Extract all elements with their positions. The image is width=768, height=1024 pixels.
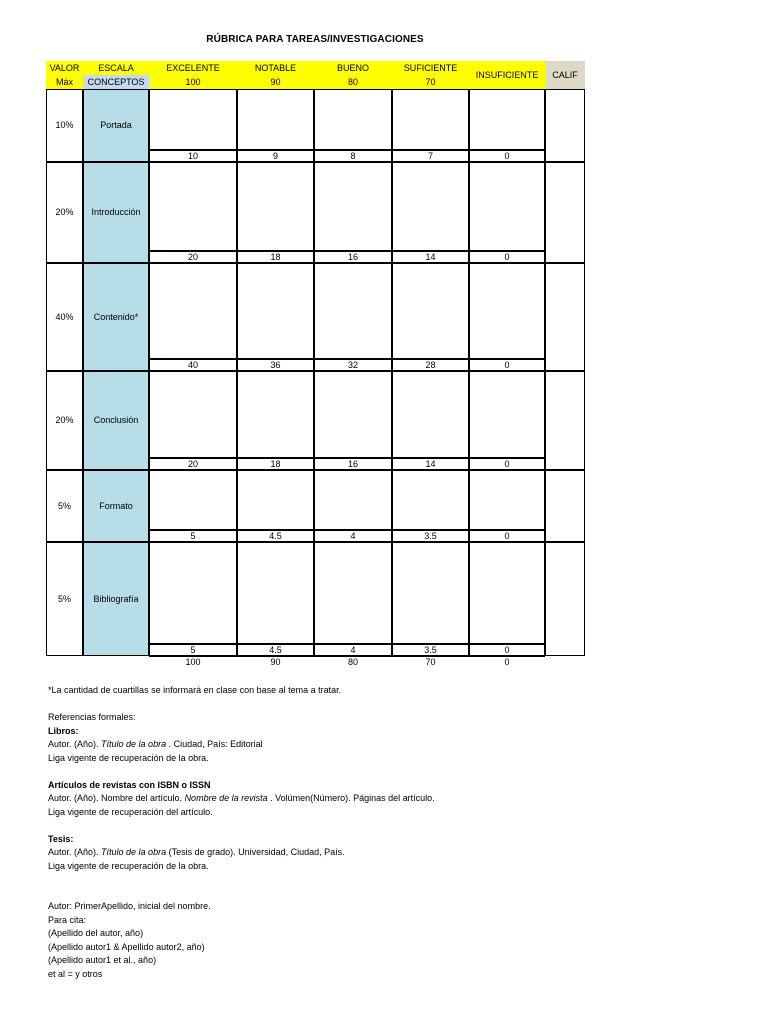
score-cell: 4 (314, 530, 392, 542)
criteria-box (149, 470, 237, 530)
concept-cell: Portada (83, 89, 149, 162)
concept-cell: Introducción (83, 162, 149, 263)
score-cell: 8 (314, 150, 392, 162)
criteria-box (469, 162, 545, 251)
articulos-heading: Artículos de revistas con ISBN o ISSN (48, 779, 211, 790)
criteria-box (314, 470, 392, 530)
criteria-box (392, 542, 469, 644)
score-cell: 16 (314, 458, 392, 470)
weight-cell: 20% (46, 162, 83, 263)
total-cell: 90 (237, 656, 314, 668)
total-cell: 80 (314, 656, 392, 668)
score-cell: 0 (469, 530, 545, 542)
criteria-box (237, 371, 314, 458)
cita-line: (Apellido del autor, año) (48, 928, 144, 938)
max-header: Máx (46, 75, 83, 89)
calif-cell (545, 89, 585, 162)
score-cell: 0 (469, 359, 545, 371)
criteria-box (149, 542, 237, 644)
level-value: 80 (314, 75, 392, 89)
criteria-box (237, 89, 314, 150)
concept-cell: Formato (83, 470, 149, 542)
score-cell: 18 (237, 458, 314, 470)
score-cell: 4.5 (237, 530, 314, 542)
notes-section (48, 684, 648, 981)
criteria-box (237, 542, 314, 644)
references-heading: Referencias formales: (48, 712, 136, 722)
score-cell: 10 (149, 150, 237, 162)
calif-cell (545, 162, 585, 263)
tesis-format: Autor. (Año). Título de la obra (Tesis de grado). Universidad, Ciudad, País. (48, 847, 345, 857)
weight-cell: 20% (46, 371, 83, 470)
score-cell: 0 (469, 458, 545, 470)
score-cell: 5 (149, 644, 237, 656)
score-cell: 16 (314, 251, 392, 263)
score-cell: 0 (469, 644, 545, 656)
calif-cell (545, 263, 585, 371)
concept-cell: Conclusión (83, 371, 149, 470)
calif-cell (545, 542, 585, 656)
score-cell: 18 (237, 251, 314, 263)
criteria-box (237, 470, 314, 530)
cita-line: Autor: PrimerApellido, inicial del nombre. (48, 901, 211, 911)
score-cell: 28 (392, 359, 469, 371)
criteria-box (392, 371, 469, 458)
score-cell: 5 (149, 530, 237, 542)
score-cell: 20 (149, 458, 237, 470)
level-name: BUENO (314, 61, 392, 75)
calif-cell (545, 470, 585, 542)
score-cell: 14 (392, 251, 469, 263)
score-cell: 4 (314, 644, 392, 656)
criteria-box (314, 162, 392, 251)
score-cell: 0 (469, 150, 545, 162)
score-cell: 9 (237, 150, 314, 162)
concept-cell: Bibliografía (83, 542, 149, 656)
score-cell: 3.5 (392, 530, 469, 542)
weight-cell: 5% (46, 470, 83, 542)
criteria-box (469, 470, 545, 530)
tesis-heading: Tesis: (48, 833, 74, 844)
calif-cell (545, 371, 585, 470)
score-cell: 4.5 (237, 644, 314, 656)
escala-header: ESCALA (83, 61, 149, 75)
score-cell: 36 (237, 359, 314, 371)
libros-heading: Libros: (48, 725, 79, 736)
criteria-box (392, 162, 469, 251)
weight-cell: 5% (46, 542, 83, 656)
cita-line: et al = y otros (48, 968, 103, 979)
criteria-box (314, 371, 392, 458)
level-name: NOTABLE (237, 61, 314, 75)
criteria-box (149, 371, 237, 458)
score-cell: 0 (469, 251, 545, 263)
rubric-table (46, 61, 585, 668)
page-title: RÚBRICA PARA TAREAS/INVESTIGACIONES (206, 34, 424, 45)
level-value: 100 (149, 75, 237, 89)
score-cell: 20 (149, 251, 237, 263)
calif-header: CALIF (545, 61, 585, 89)
total-cell: 70 (392, 656, 469, 668)
criteria-box (149, 263, 237, 359)
valor-header: VALOR (46, 61, 83, 75)
criteria-box (469, 371, 545, 458)
criteria-box (149, 89, 237, 150)
footnote: *La cantidad de cuartillas se informará en clase con base al tema a tratar. (48, 685, 342, 695)
score-cell: 3.5 (392, 644, 469, 656)
total-cell: 0 (469, 656, 545, 668)
criteria-box (392, 470, 469, 530)
criteria-box (469, 89, 545, 150)
tesis-link: Liga vigente de recuperación de la obra. (48, 860, 209, 871)
score-cell: 14 (392, 458, 469, 470)
criteria-box (314, 263, 392, 359)
score-cell: 40 (149, 359, 237, 371)
concept-cell: Contenido* (83, 263, 149, 371)
score-cell: 7 (392, 150, 469, 162)
criteria-box (237, 162, 314, 251)
criteria-box (314, 542, 392, 644)
criteria-box (392, 263, 469, 359)
criteria-box (469, 542, 545, 644)
cita-line: (Apellido autor1 et al., año) (48, 955, 157, 965)
criteria-box (237, 263, 314, 359)
articulos-link: Liga vigente de recuperación del artículo. (48, 806, 213, 817)
weight-cell: 10% (46, 89, 83, 162)
level-name: INSUFICIENTE (469, 61, 545, 89)
level-value: 90 (237, 75, 314, 89)
criteria-box (469, 263, 545, 359)
criteria-box (149, 162, 237, 251)
cita-line: Para cita: (48, 914, 87, 925)
total-cell: 100 (149, 656, 237, 668)
score-cell: 32 (314, 359, 392, 371)
libros-format: Autor. (Año). Título de la obra . Ciudad, País: Editorial (48, 739, 263, 749)
articulos-format: Autor. (Año). Nombre del artículo. Nombre de la revista . Volúmen(Número). Páginas del artículo. (48, 793, 435, 803)
level-name: SUFICIENTE (392, 61, 469, 75)
criteria-box (314, 89, 392, 150)
libros-link: Liga vigente de recuperación de la obra. (48, 752, 209, 763)
conceptos-header: CONCEPTOS (83, 75, 149, 89)
level-value: 70 (392, 75, 469, 89)
weight-cell: 40% (46, 263, 83, 371)
level-name: EXCELENTE (149, 61, 237, 75)
cita-line: (Apellido autor1 & Apellido autor2, año) (48, 941, 205, 952)
criteria-box (392, 89, 469, 150)
